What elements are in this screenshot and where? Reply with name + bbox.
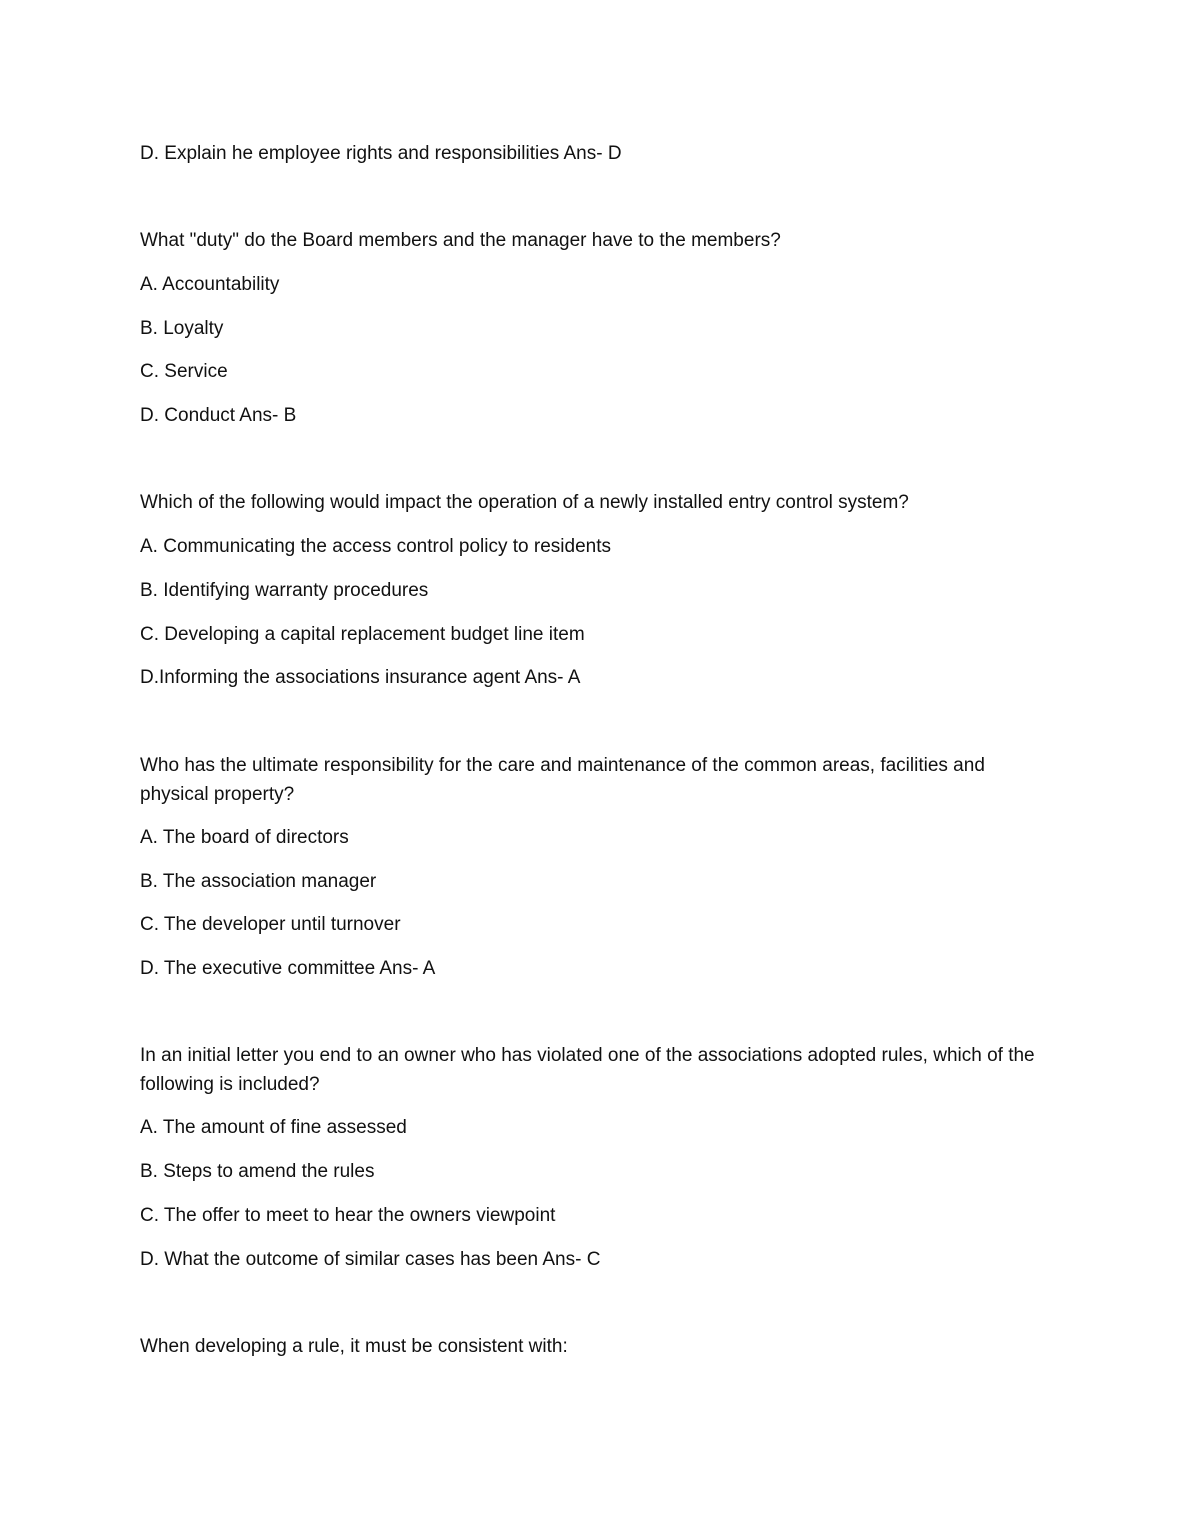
answer-option: B. The association manager bbox=[140, 871, 377, 892]
answer-option: A. The board of directors bbox=[140, 827, 349, 848]
answer-option: D. Explain he employee rights and responsibilities Ans- D bbox=[140, 143, 622, 164]
answer-option: C. The developer until turnover bbox=[140, 914, 401, 935]
answer-option: C. The offer to meet to hear the owners viewpoint bbox=[140, 1205, 556, 1226]
answer-option: C. Service bbox=[140, 361, 228, 382]
answer-option: A. Communicating the access control policy to residents bbox=[140, 536, 611, 557]
answer-option: D. What the outcome of similar cases has been Ans- C bbox=[140, 1249, 601, 1270]
answer-option: B. Identifying warranty procedures bbox=[140, 580, 429, 601]
question-text: What "duty" do the Board members and the manager have to the members? bbox=[140, 230, 781, 251]
question-text: Who has the ultimate responsibility for the care and maintenance of the common areas, facilities and physical property? bbox=[140, 755, 985, 805]
answer-option: C. Developing a capital replacement budget line item bbox=[140, 624, 585, 645]
answer-option: B. Loyalty bbox=[140, 318, 224, 339]
answer-option: A. The amount of fine assessed bbox=[140, 1117, 407, 1138]
answer-option: D.Informing the associations insurance agent Ans- A bbox=[140, 667, 581, 688]
question-text: In an initial letter you end to an owner who has violated one of the associations adopted rules, which of the following is included? bbox=[140, 1045, 1035, 1095]
answer-option: B. Steps to amend the rules bbox=[140, 1161, 375, 1182]
answer-option: D. The executive committee Ans- A bbox=[140, 958, 436, 979]
question-text: When developing a rule, it must be consistent with: bbox=[140, 1336, 568, 1357]
question-text: Which of the following would impact the operation of a newly installed entry control system? bbox=[140, 492, 909, 513]
answer-option: A. Accountability bbox=[140, 274, 280, 295]
answer-option: D. Conduct Ans- B bbox=[140, 405, 297, 426]
